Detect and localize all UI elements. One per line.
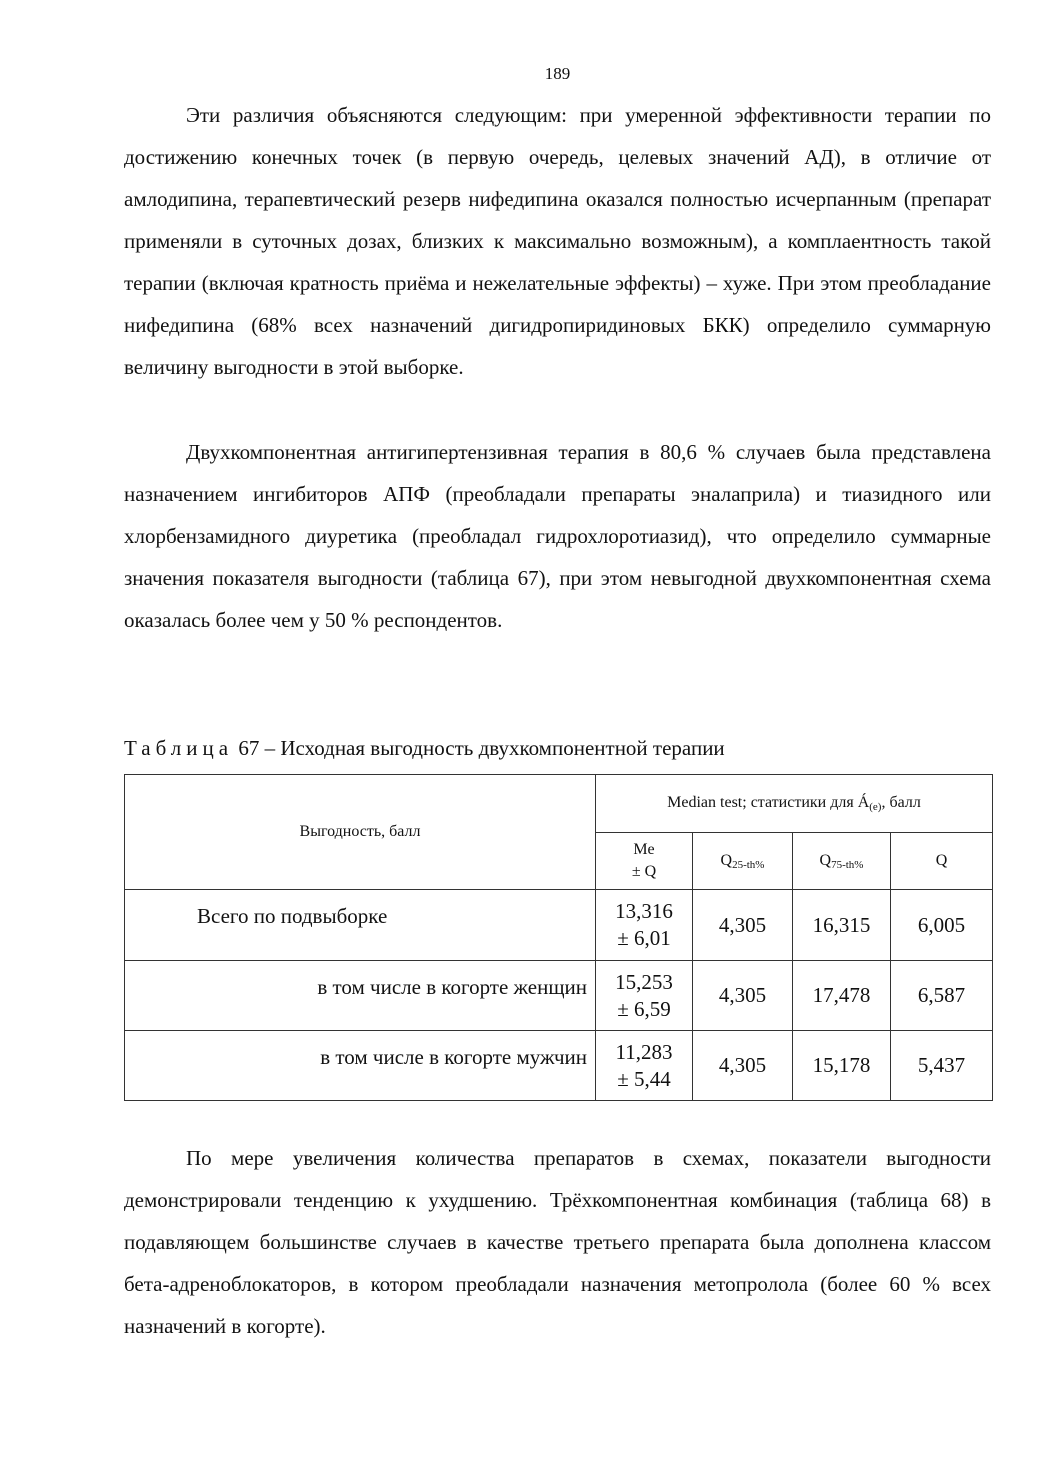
table-row bbox=[125, 961, 993, 1031]
table-caption bbox=[124, 733, 725, 763]
body-paragraph-1: Эти различия объясняются следующим: при умеренной эффективности терапии по достижению конечных точек (в первую очередь, целевых значений АД), в отличие от амлодипина, терапевтический резерв нифедипина оказался полностью исчерпанным (препарат применяли в суточных дозах, близких к максимально возможным), а комплаентность такой терапии (включая кратность приёма и нежелательные эффекты) – хуже. При этом преобладание нифедипина (68% всех назначений дигидропиридиновых БКК) определило суммарную величину выгодности в этой выборке. bbox=[124, 103, 991, 379]
header-q75: $Q_{75-th\%}$ bbox=[793, 833, 891, 890]
cell-me: 13,316 ± 6,01 bbox=[596, 890, 693, 961]
header-q: Q bbox=[891, 833, 993, 890]
table-header-row-1 bbox=[125, 775, 993, 833]
cell-q25: 4,305 bbox=[693, 961, 793, 1031]
header-benefit-score: Выгодность, балл bbox=[125, 775, 596, 890]
cell-q25: 4,305 bbox=[693, 890, 793, 961]
cell-q75: 15,178 bbox=[793, 1031, 891, 1101]
header-q25: $Q_{25-th\%}$ bbox=[693, 833, 793, 890]
cell-q75: 17,478 bbox=[793, 961, 891, 1031]
results-table bbox=[124, 774, 993, 1101]
cell-q: 6,005 bbox=[891, 890, 993, 961]
row-label: Всего по подвыборке bbox=[125, 890, 596, 961]
cell-q25: 4,305 bbox=[693, 1031, 793, 1101]
header-me-q: Me ± Q bbox=[596, 833, 693, 890]
cell-me: 11,283 ± 5,44 bbox=[596, 1031, 693, 1101]
cell-q: 6,587 bbox=[891, 961, 993, 1031]
body-paragraph-2: Двухкомпонентная антигипертензивная терапия в 80,6 % случаев была представлена назначением ингибиторов АПФ (преобладали препараты эналаприла) и тиазидного или хлорбензамидного диуретика (преобладал гидрохлоротиазид), что определило суммарные значения показателя выгодности (таблица 67), при этом невыгодной двухкомпонентная схема оказалась более чем у 50 % респондентов. bbox=[124, 440, 991, 632]
table-row bbox=[125, 890, 993, 961]
table-caption-prefix: Таблица bbox=[124, 736, 234, 760]
page-number: 189 bbox=[544, 64, 571, 83]
header-median-test-group: Median test; статистики для $Á_{(e)}$, балл bbox=[596, 775, 993, 833]
cell-q75: 16,315 bbox=[793, 890, 891, 961]
row-label: в том числе в когорте мужчин bbox=[125, 1031, 596, 1101]
table-caption-title: 67 – Исходная выгодность двухкомпонентной терапии bbox=[233, 736, 725, 760]
table-row bbox=[125, 1031, 993, 1101]
cell-q: 5,437 bbox=[891, 1031, 993, 1101]
row-label: в том числе в когорте женщин bbox=[125, 961, 596, 1031]
cell-me: 15,253 ± 6,59 bbox=[596, 961, 693, 1031]
body-paragraph-3: По мере увеличения количества препаратов в схемах, показатели выгодности демонстрировали тенденцию к ухудшению. Трёхкомпонентная комбинация (таблица 68) в подавляющем большинстве случаев в качестве третьего препарата была дополнена классом бета-адреноблокаторов, в котором преобладали назначения метопролола (более 60 % всех назначений в когорте). bbox=[124, 1146, 991, 1338]
